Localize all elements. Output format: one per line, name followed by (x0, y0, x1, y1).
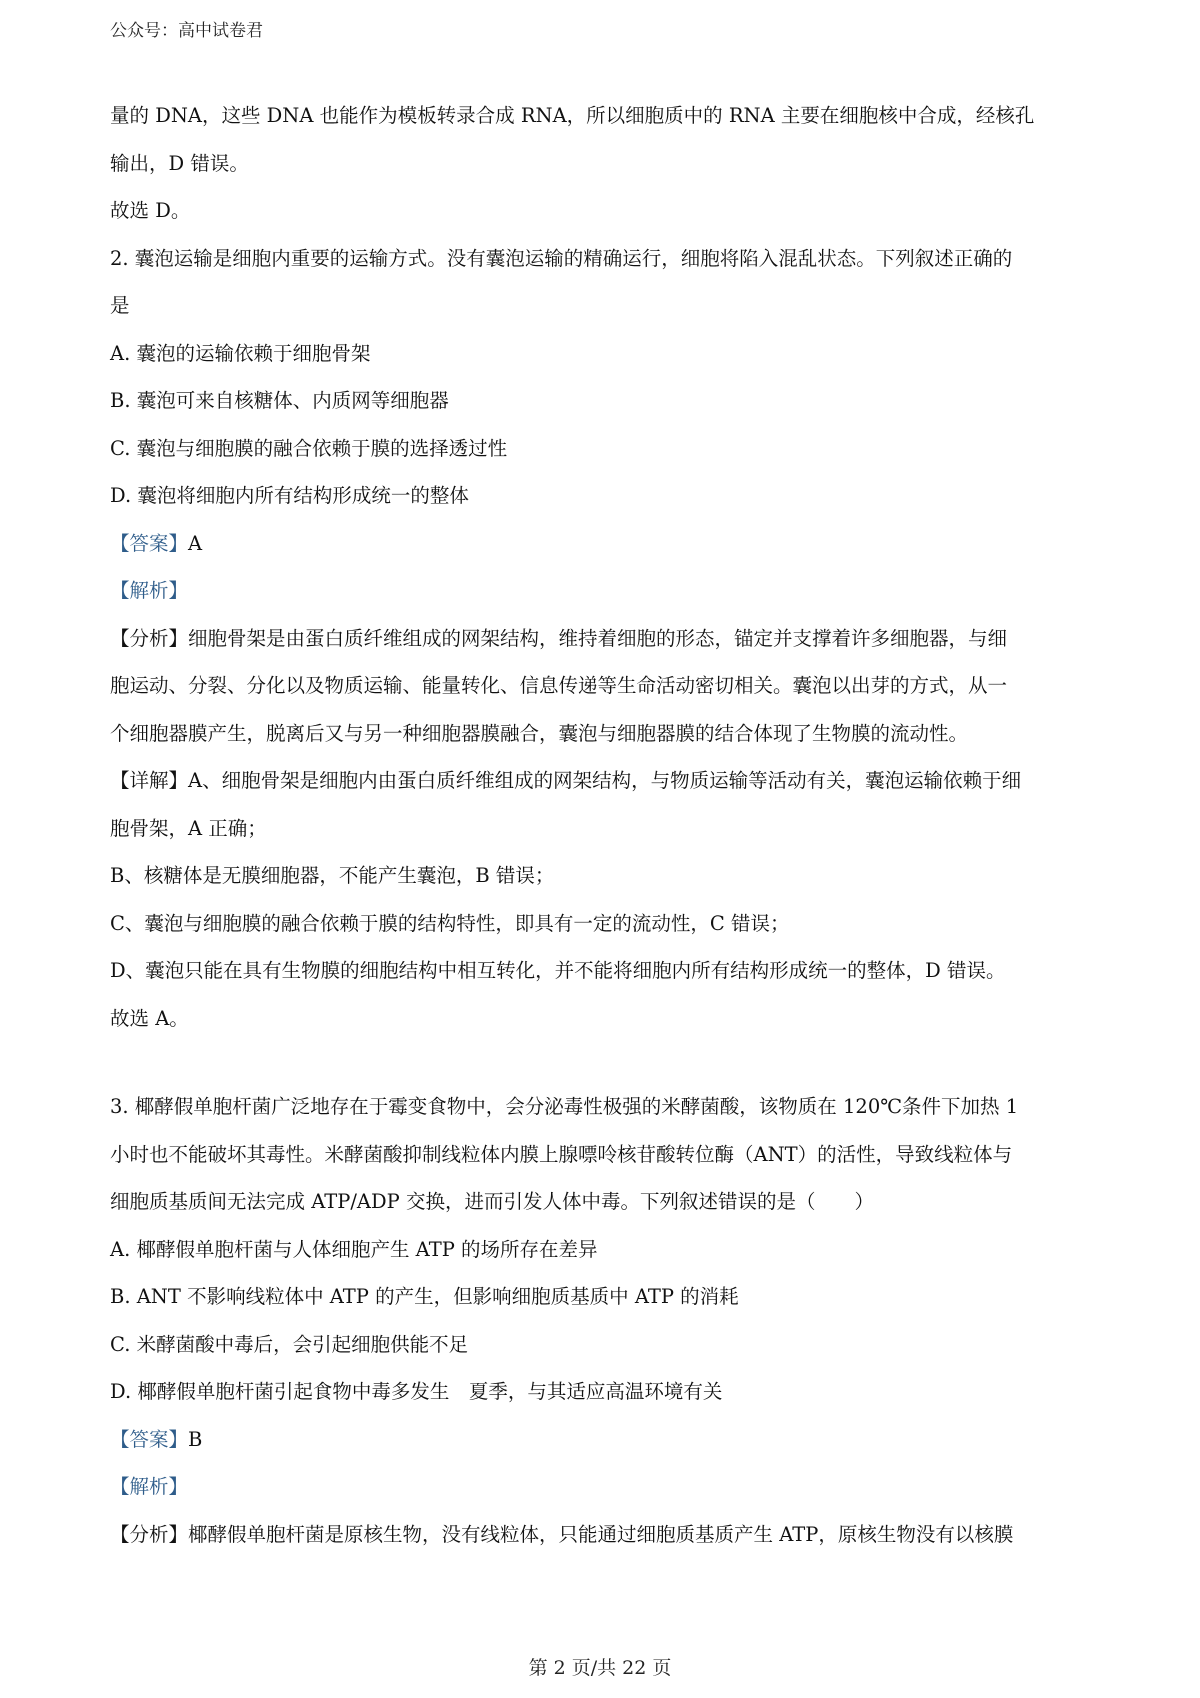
answer-value: B (188, 1427, 203, 1451)
text-line: C、囊泡与细胞膜的融合依赖于膜的结构特性，即具有一定的流动性，C 错误； (110, 911, 790, 935)
q2-option-d: D. 囊泡将细胞内所有结构形成统一的整体 (110, 484, 469, 507)
answer-label: 【答案】 (110, 1427, 189, 1451)
analysis-label: 【解析】 (110, 579, 189, 602)
text-line: 个细胞器膜产生，脱离后又与另一种细胞器膜融合，囊泡与细胞器膜的结合体现了生物膜的流动性。 (110, 721, 969, 745)
text-line: 输出，D 错误。 (110, 151, 249, 175)
answer-label: 【答案】 (110, 531, 189, 555)
text-line: 胞骨架，A 正确； (110, 816, 267, 840)
page-header: 公众号：高中试卷君 (110, 21, 263, 41)
q2-answer (110, 520, 1100, 568)
text-line: D、囊泡只能在具有生物膜的细胞结构中相互转化，并不能将细胞内所有结构形成统一的整体，D 错误。 (110, 959, 1006, 982)
text-line: 量的 DNA，这些 DNA 也能作为模板转录合成 RNA，所以细胞质中的 RNA 主要在细胞核中合成，经核孔 (110, 104, 1035, 127)
q2-option-c: C. 囊泡与细胞膜的融合依赖于膜的选择透过性 (110, 436, 508, 460)
question-3-stem-cont: 小时也不能破坏其毒性。米酵菌酸抑制线粒体内膜上腺嘌呤核苷酸转位酶（ANT）的活性，导致线粒体与 (110, 1142, 1013, 1166)
text-line: 故选 A。 (110, 1006, 189, 1030)
text-line: 【详解】A、细胞骨架是细胞内由蛋白质纤维组成的网架结构，与物质运输等活动有关，囊泡运输依赖于细 (110, 769, 1022, 792)
q2-analysis-heading (110, 567, 1100, 615)
text-line: 【分析】椰酵假单胞杆菌是原核生物，没有线粒体，只能通过细胞质基质产生 ATP，原核生物没有以核膜 (110, 1522, 1014, 1546)
question-3-stem: 3. 椰酵假单胞杆菌广泛地存在于霉变食物中，会分泌毒性极强的米酵菌酸，该物质在 120℃条件下加热 1 (110, 1095, 1019, 1118)
text-line: B、核糖体是无膜细胞器，不能产生囊泡，B 错误； (110, 864, 555, 887)
question-2-stem: 2. 囊泡运输是细胞内重要的运输方式。没有囊泡运输的精确运行，细胞将陷入混乱状态。下列叙述正确的 (110, 246, 1013, 270)
q2-option-b: B. 囊泡可来自核糖体、内质网等细胞器 (110, 389, 449, 412)
q3-option-b: B. ANT 不影响线粒体中 ATP 的产生，但影响细胞质基质中 ATP 的消耗 (110, 1285, 739, 1308)
text-line: 故选 D。 (110, 199, 191, 222)
page-number: 第 2 页/共 22 页 (528, 1657, 672, 1679)
q2-option-a: A. 囊泡的运输依赖于细胞骨架 (110, 341, 371, 365)
question-3-stem-cont: 细胞质基质间无法完成 ATP/ADP 交换，进而引发人体中毒。下列叙述错误的是（ ） (110, 1190, 874, 1213)
q3-option-d: D. 椰酵假单胞杆菌引起食物中毒多发生 夏季，与其适应高温环境有关 (110, 1380, 723, 1403)
question-2-stem-cont: 是 (110, 294, 130, 317)
document-body (110, 92, 1100, 1558)
answer-value: A (188, 531, 203, 555)
text-line: 【分析】细胞骨架是由蛋白质纤维组成的网架结构，维持着细胞的形态，锚定并支撑着许多细胞器，与细 (110, 626, 1008, 650)
analysis-label: 【解析】 (110, 1475, 189, 1498)
q3-option-a: A. 椰酵假单胞杆菌与人体细胞产生 ATP 的场所存在差异 (110, 1237, 598, 1261)
q3-analysis-heading (110, 1463, 1100, 1511)
text-line: 胞运动、分裂、分化以及物质运输、能量转化、信息传递等生命活动密切相关。囊泡以出芽的方式，从一 (110, 674, 1008, 697)
q3-answer (110, 1416, 1100, 1464)
q3-option-c: C. 米酵菌酸中毒后，会引起细胞供能不足 (110, 1332, 469, 1356)
